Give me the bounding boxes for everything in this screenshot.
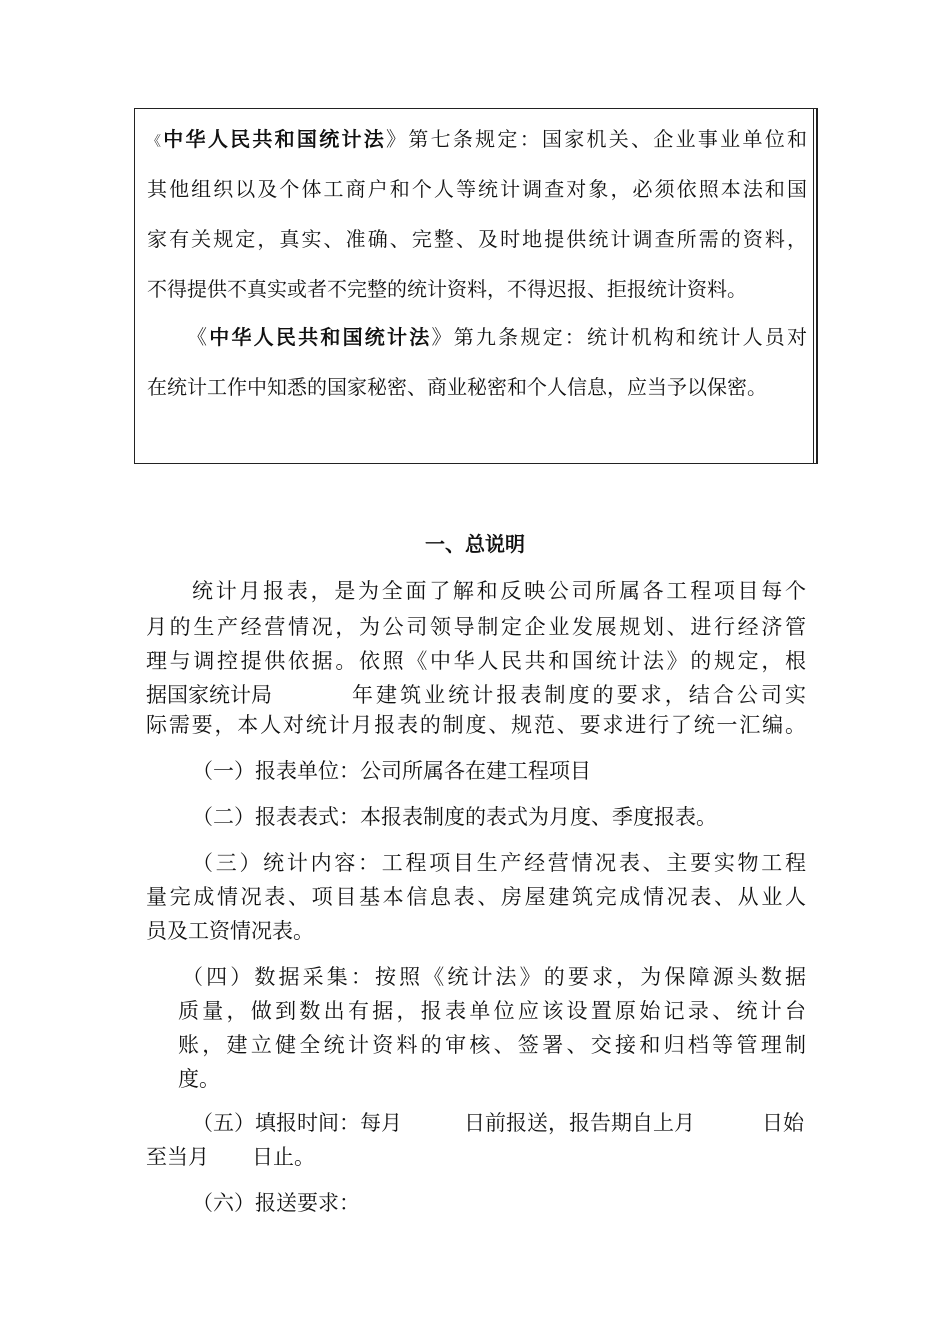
- intro-line-2: 月的生产经营情况，为公司领导制定企业发展规划、进行经济管: [146, 615, 806, 639]
- notice-text: 》第七条规定：国家机关、企业事业单位和: [386, 127, 808, 151]
- quote-mark: 《: [147, 134, 164, 150]
- item-6-line: （六）报送要求：: [192, 1191, 360, 1215]
- quote-mark: 《: [187, 325, 210, 349]
- item-3-line-3: 员及工资情况表。: [146, 919, 314, 943]
- notice-line-2: 其他组织以及个体工商户和个人等统计调查对象，必须依照本法和国: [147, 177, 807, 201]
- item-4-line-3: 账，建立健全统计资料的审核、签署、交接和归档等管理制: [178, 1033, 806, 1057]
- notice-line-6: 在统计工作中知悉的国家秘密、商业秘密和个人信息，应当予以保密。: [147, 375, 767, 399]
- item-4-line-4: 度。: [178, 1067, 220, 1091]
- notice-line-5: [187, 323, 807, 351]
- statistics-law-notice-box: [134, 108, 814, 464]
- law-name: 中华人民共和国统计法: [163, 127, 387, 151]
- notice-text: 》第九条规定：统计机构和统计人员对: [431, 325, 808, 349]
- intro-line-4a: 据国家统计局: [146, 683, 272, 707]
- notice-line-3: 家有关规定，真实、准确、完整、及时地提供统计调查所需的资料，: [147, 227, 807, 251]
- law-name: 中华人民共和国统计法: [209, 325, 432, 349]
- item-4-line-2: 质量，做到数出有据，报表单位应该设置原始记录、统计台: [178, 999, 806, 1023]
- notice-line-1: [147, 125, 807, 156]
- item-5-line-2a: 至当月: [146, 1145, 209, 1169]
- item-5-line-1c: 日始: [762, 1111, 804, 1135]
- intro-line-3: 理与调控提供依据。依照《中华人民共和国统计法》的规定，根: [146, 649, 806, 673]
- intro-line-5: 际需要，本人对统计月报表的制度、规范、要求进行了统一汇编。: [146, 713, 806, 737]
- item-5-line-1b: 日前报送，报告期自上月: [464, 1111, 695, 1135]
- item-3-line-1: （三）统计内容：工程项目生产经营情况表、主要实物工程: [192, 851, 806, 875]
- item-5-line-1a: （五）填报时间：每月: [192, 1111, 402, 1135]
- intro-line-4b: 年建筑业统计报表制度的要求，结合公司实: [352, 683, 806, 707]
- item-2-line: （二）报表表式：本报表制度的表式为月度、季度报表。: [192, 805, 717, 829]
- intro-line-1: 统计月报表，是为全面了解和反映公司所属各工程项目每个: [192, 579, 806, 603]
- item-1-line: （一）报表单位：公司所属各在建工程项目: [192, 759, 591, 783]
- item-4-line-1: （四）数据采集：按照《统计法》的要求，为保障源头数据: [182, 965, 806, 989]
- item-5-line-2b: 日止。: [252, 1145, 315, 1169]
- notice-line-4: 不得提供不真实或者不完整的统计资料，不得迟报、拒报统计资料。: [147, 277, 747, 301]
- section-title: 一、总说明: [425, 532, 525, 556]
- item-3-line-2: 量完成情况表、项目基本信息表、房屋建筑完成情况表、从业人: [146, 885, 806, 909]
